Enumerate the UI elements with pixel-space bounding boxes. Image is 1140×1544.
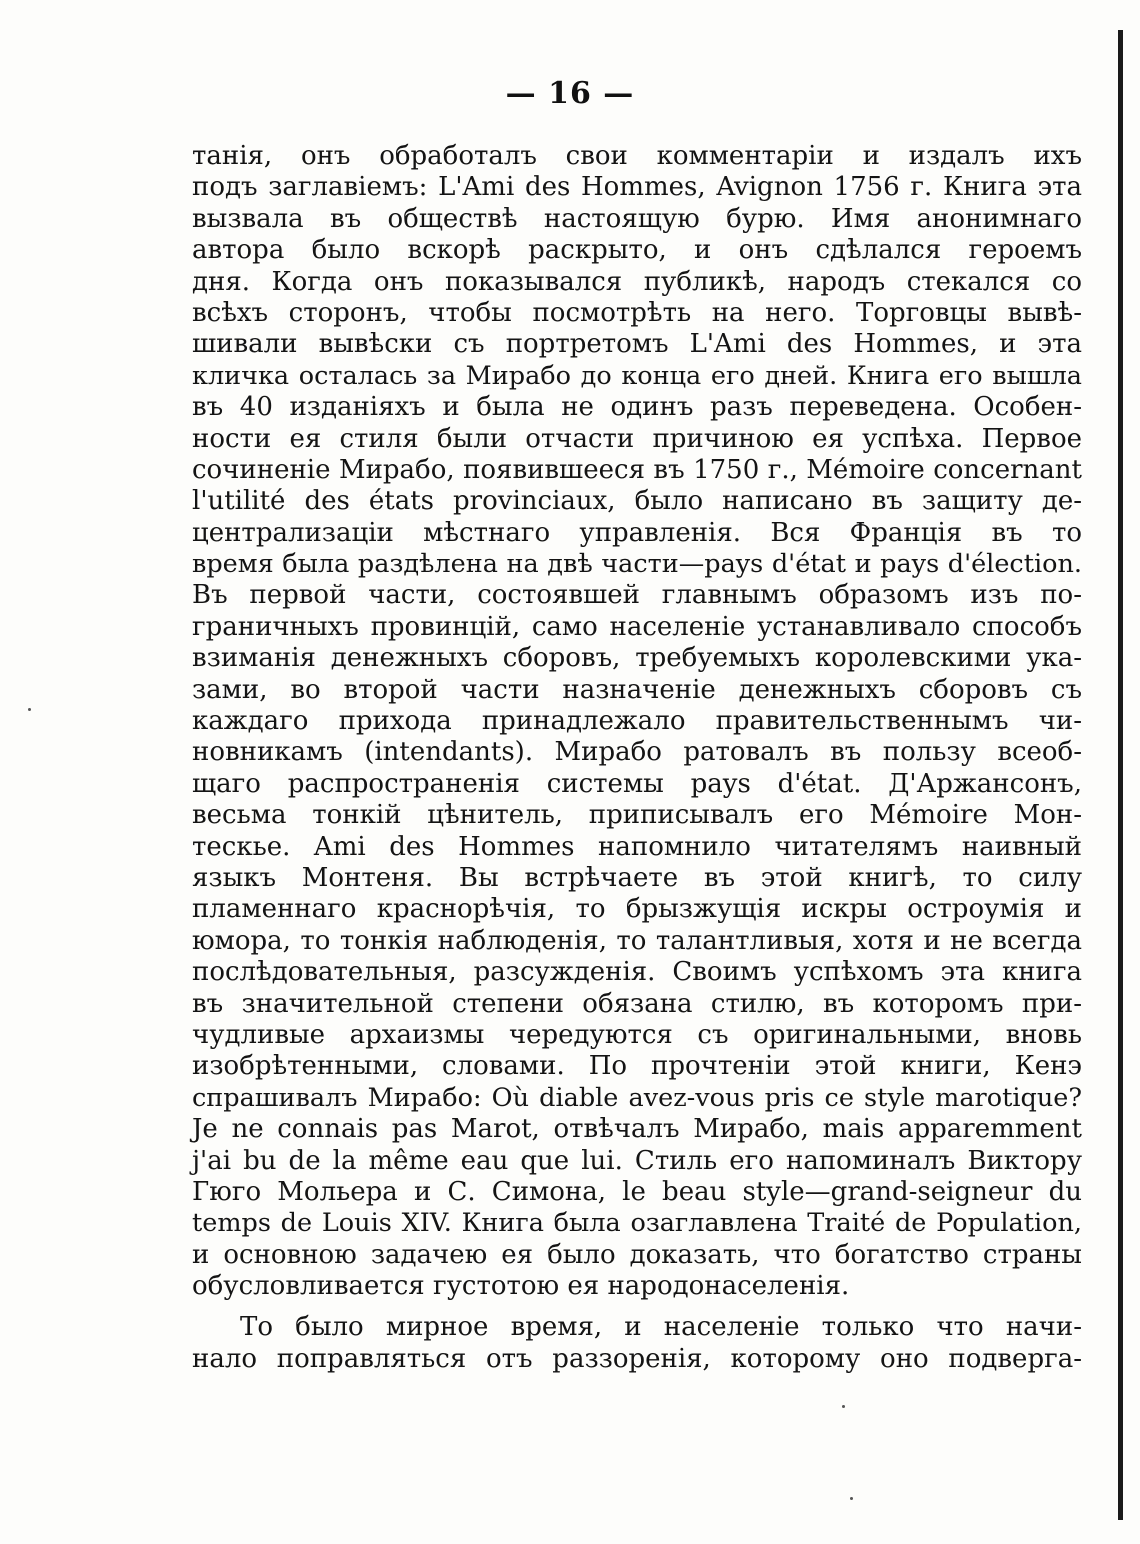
text-line: j'ai bu de la même eau que lui. Стиль его напоминалъ Виктору <box>192 1145 1082 1176</box>
text-line: подъ заглавіемъ: L'Ami des Hommes, Avignon 1756 г. Книга эта <box>192 172 1082 203</box>
text-line: нало поправляться отъ раззоренія, которому оно подверга- <box>192 1343 1082 1374</box>
body-text <box>192 141 1082 1375</box>
paragraph <box>192 141 1082 1302</box>
text-line: ности ея стиля были отчасти причиною ея успѣха. Первое <box>192 423 1082 454</box>
text-line: юмора, то тонкія наблюденія, то талантливыя, хотя и не всегда <box>192 925 1082 956</box>
text-line: обусловливается густотою ея народонаселенія. <box>192 1271 850 1302</box>
text-line: temps de Louis XIV. Книга была озаглавлена Traité de Population, <box>192 1208 1082 1239</box>
text-line: автора было вскорѣ раскрыто, и онъ сдѣлался героемъ <box>192 235 1082 266</box>
text-line: всѣхъ сторонъ, чтобы посмотрѣть на него. Торговцы вывѣ- <box>192 297 1082 328</box>
page-edge-rule <box>1118 30 1123 1520</box>
text-line: Je ne connais pas Marot, отвѣчалъ Мирабо, mais apparemment <box>192 1114 1082 1145</box>
text-line: зами, во второй части назначеніе денежныхъ сборовъ съ <box>192 674 1082 705</box>
text-line: время была раздѣлена на двѣ части—pays d'état и pays d'élection. <box>192 549 1082 580</box>
text-line: пламеннаго краснорѣчія, то брызжущія искры остроумія и <box>192 894 1082 925</box>
stray-print-mark <box>850 1497 853 1500</box>
text-line: языкъ Монтеня. Вы встрѣчаете въ этой книгѣ, то силу <box>192 862 1082 893</box>
text-line: Въ первой части, состоявшей главнымъ образомъ изъ по- <box>192 580 1082 611</box>
text-line: шивали вывѣски съ портретомъ L'Ami des Hommes, и эта <box>192 329 1082 360</box>
text-line: послѣдовательныя, разсужденія. Своимъ успѣхомъ эта книга <box>192 957 1082 988</box>
text-line: и основною задачею ея было доказать, что богатство страны <box>192 1239 1082 1270</box>
text-line: въ 40 изданіяхъ и была не одинъ разъ переведена. Особен- <box>192 392 1082 423</box>
text-line: То было мирное время, и населеніе только что начи- <box>240 1312 1082 1343</box>
text-line: взиманія денежныхъ сборовъ, требуемыхъ королевскими ука- <box>192 643 1082 674</box>
text-line: щаго распространенія системы pays d'état. Д'Аржансонъ, <box>192 768 1082 799</box>
text-line: каждаго прихода принадлежало правительственнымъ чи- <box>192 706 1082 737</box>
text-line: граничныхъ провинцій, само населеніе устанавливало способъ <box>192 611 1082 642</box>
paragraph <box>192 1312 1082 1375</box>
page-number: — 16 — <box>505 76 635 111</box>
stray-print-mark <box>842 1405 845 1408</box>
text-line: спрашивалъ Мирабо: Où diable avez-vous pris ce style marotique? <box>192 1082 1082 1113</box>
text-line: въ значительной степени обязана стилю, въ которомъ при- <box>192 988 1082 1019</box>
text-line: кличка осталась за Мирабо до конца его дней. Книга его вышла <box>192 360 1082 391</box>
text-line: изобрѣтенными, словами. По прочтеніи этой книги, Кенэ <box>192 1051 1082 1082</box>
stray-print-mark <box>28 708 31 711</box>
text-line: танія, онъ обработалъ свои комментаріи и издалъ ихъ <box>192 141 1082 171</box>
text-line: Гюго Мольера и С. Симона, le beau style—grand-seigneur du <box>192 1176 1082 1207</box>
text-line: сочиненіе Мирабо, появившееся въ 1750 г., Mémoire concernant <box>192 454 1082 485</box>
paragraph-gap <box>192 1302 1082 1312</box>
text-line: вызвала въ обществѣ настоящую бурю. Имя анонимнаго <box>192 203 1082 234</box>
text-line: тескье. Ami des Hommes напомнило читателямъ наивный <box>192 831 1082 862</box>
text-line: централизаціи мѣстнаго управленія. Вся Франція въ то <box>192 517 1082 548</box>
text-line: l'utilité des états provinciaux, было написано въ защиту де- <box>192 486 1082 517</box>
text-line: новникамъ (intendants). Мирабо ратовалъ въ пользу всеоб- <box>192 737 1082 768</box>
text-line: чудливые архаизмы чередуются съ оригинальными, вновь <box>192 1019 1082 1050</box>
text-line: дня. Когда онъ показывался публикѣ, народъ стекался со <box>192 266 1082 297</box>
text-line: весьма тонкій цѣнитель, приписывалъ его Mémoire Мон- <box>192 800 1082 831</box>
